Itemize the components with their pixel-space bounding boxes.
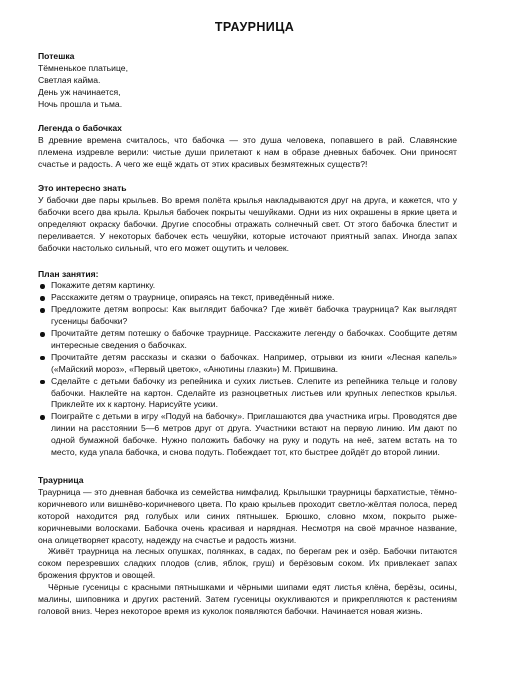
legend-section [38, 123, 457, 171]
poem-line: Светлая кайма. [38, 74, 101, 85]
plan-item: Предложите детям вопросы: Как выглядит бабочка? Где живёт бабочка траурница? Как выглядят гусеницы бабочки? [38, 304, 457, 328]
article-paragraph: Живёт траурница на лесных опушках, полянках, в садах, по берегам рек и озёр. Бабочки питаются соком перезревших сладких плодов (слив, яблок, груш) и берёзовым соком. Их привлекает запах брожения фруктов и овощей. [38, 546, 457, 581]
article-section [38, 475, 457, 618]
poem-line: Ночь прошла и тьма. [38, 98, 123, 109]
article-heading: Траурница [38, 475, 84, 485]
plan-list [38, 280, 457, 459]
legend-text: В древние времена считалось, что бабочка — это душа человека, попавшего в рай. Славянские племена издревле верили: чистые души прилетают к нам в образе дневных бабочек. Они приносят счастье и радость. А чего же ещё ждать от этих красивых безмятежных существ?! [38, 135, 457, 170]
facts-section [38, 183, 457, 254]
article-paragraph: Траурница — это дневная бабочка из семейства нимфалид. Крылышки траурницы бархатистые, тёмно-коричневого или вишнёво-коричневого цвета. По краю крыльев проходит светло-жёлтая полоса, перед которой находится ряд голубых или синих пятнышек. Брюшко, словно мхом, покрыто рыже-коричневыми волосками. Бабочка очень красивая и нарядная. Несмотря на своё мрачное название, она олицетворяет красоту, надежду на счастье и радость жизни. [38, 486, 457, 545]
plan-item: Прочитайте детям рассказы и сказки о бабочках. Например, отрывки из книги «Лесная капель» («Майский мороз», «Первый цветок», «Анютины глазки») М. Пришвина. [38, 352, 457, 376]
plan-item: Сделайте с детьми бабочку из репейника и сухих листьев. Слепите из репейника тельце и голову бабочки. Наклейте на картон. Сделайте из разноцветных листьев или крупных лепестков крылья. Приклейте их к картону. Нарисуйте усики. [38, 376, 457, 412]
page-title: ТРАУРНИЦА [214, 20, 295, 34]
plan-item: Поиграйте с детьми в игру «Подуй на бабочку». Приглашаются два участника игры. Проводятся две линии на расстоянии 5—6 метров друг от друга. Участники встают на первую линию. Им дают по одной бумажной бабочке. Нужно положить бабочку на руку и подуть на неё, затем встать на то место, куда упала бабочка, и снова подуть. Побеждает тот, кто быстрее дойдёт до второй линии. [38, 411, 457, 459]
plan-item: Расскажите детям о траурнице, опираясь на текст, приведённый ниже. [38, 292, 457, 304]
plan-item: Прочитайте детям потешку о бабочке траурнице. Расскажите легенду о бабочках. Сообщите детям интересные сведения о бабочках. [38, 328, 457, 352]
legend-heading: Легенда о бабочках [38, 123, 122, 134]
poem-line: День уж начинается, [38, 86, 121, 97]
article-paragraph: Чёрные гусеницы с красными пятнышками и чёрными шипами едят листья клёна, берёзы, осины, малины, шиповника и других растений. Затем гусеницы окукливаются и прикрепляются к растениям головой вниз. Через некоторое время из куколок появляются бабочки. Начинается новая жизнь. [38, 582, 457, 616]
facts-heading: Это интересно знать [38, 183, 127, 194]
plan-section [38, 269, 457, 460]
plan-item: Покажите детям картинку. [38, 280, 457, 292]
poem-line: Тёмненькое платьице, [38, 62, 128, 73]
facts-text: У бабочки две пары крыльев. Во время полёта крылья накладываются друг на друга, и кажется, что у бабочки всего два крыла. Крылья бабочек покрыты чешуйками. Одни из них окрашены в яркие цвета и определяют окраску бабочки. Другие способны отражать солнечный свет. От этого бабочка блестит и переливается. У некоторых бабочек есть чешуйки, которые источают приятный запах. Иногда запах бабочки настолько сильный, что его может ощутить и человек. [38, 194, 457, 253]
plan-heading: План занятия: [38, 268, 99, 279]
poem-section [38, 51, 457, 111]
poem-heading: Потешка [38, 50, 75, 61]
poem-lines [38, 63, 457, 111]
